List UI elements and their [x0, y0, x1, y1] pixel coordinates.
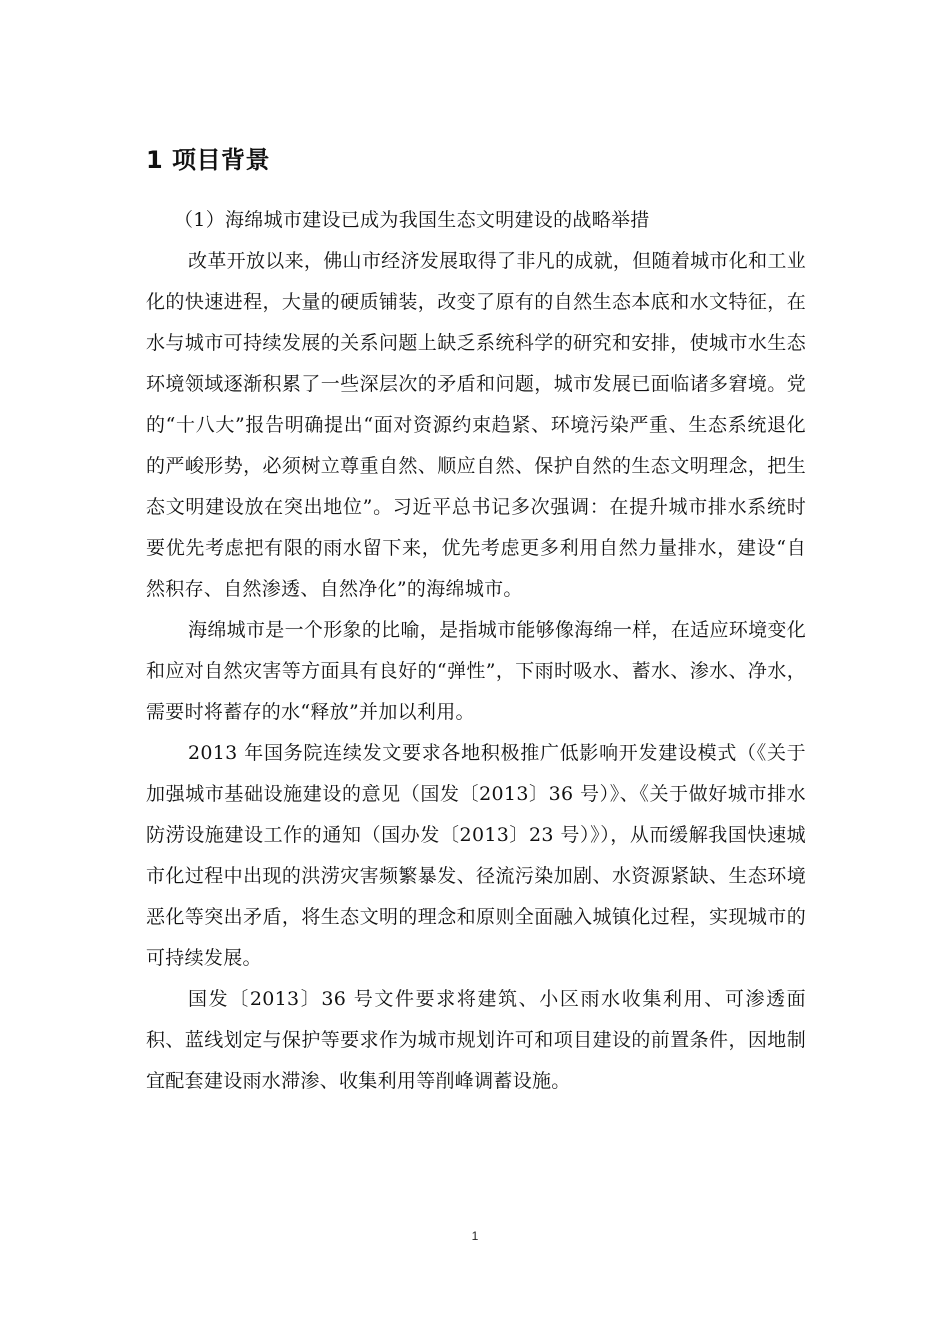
page-number: 1 [471, 1229, 479, 1243]
paragraph-1: 改革开放以来，佛山市经济发展取得了非凡的成就，但随着城市化和工业化的快速进程，大量的硬质铺装，改变了原有的自然生态本底和水文特征，在水与城市可持续发展的关系问题上缺乏系统科学的研究和安排，使城市水生态环境领域逐渐积累了一些深层次的矛盾和问题，城市发展已面临诸多窘境。党的“十八大”报告明确提出“面对资源约束趋紧、环境污染严重、生态系统退化的严峻形势，必须树立尊重自然、顺应自然、保护自然的生态文明理念，把生态文明建设放在突出地位”。习近平总书记多次强调：在提升城市排水系统时要优先考虑把有限的雨水留下来，优先考虑更多利用自然力量排水，建设“自然积存、自然渗透、自然净化”的海绵城市。 [146, 250, 806, 600]
body-text [146, 200, 806, 1102]
section-heading: 1 项目背景 [146, 146, 271, 174]
paragraph-3: 2013 年国务院连续发文要求各地积极推广低影响开发建设模式（《关于加强城市基础设施建设的意见（国发〔2013〕36 号）》、《关于做好城市排水防涝设施建设工作的通知（国办发〔2013〕23 号）》），从而缓解我国快速城市化过程中出现的洪涝灾害频繁暴发、径流污染加剧、水资源紧缺、生态环境恶化等突出矛盾，将生态文明的理念和原则全面融入城镇化过程，实现城市的可持续发展。 [146, 742, 806, 969]
paragraph-2: 海绵城市是一个形象的比喻，是指城市能够像海绵一样，在适应环境变化和应对自然灾害等方面具有良好的“弹性”，下雨时吸水、蓄水、渗水、净水，需要时将蓄存的水“释放”并加以利用。 [146, 619, 806, 723]
paragraph-4: 国发〔2013〕36 号文件要求将建筑、小区雨水收集利用、可渗透面积、蓝线划定与保护等要求作为城市规划许可和项目建设的前置条件，因地制宜配套建设雨水滞渗、收集利用等削峰调蓄设施。 [146, 988, 806, 1092]
subsection-heading: （1）海绵城市建设已成为我国生态文明建设的战略举措 [174, 209, 650, 231]
